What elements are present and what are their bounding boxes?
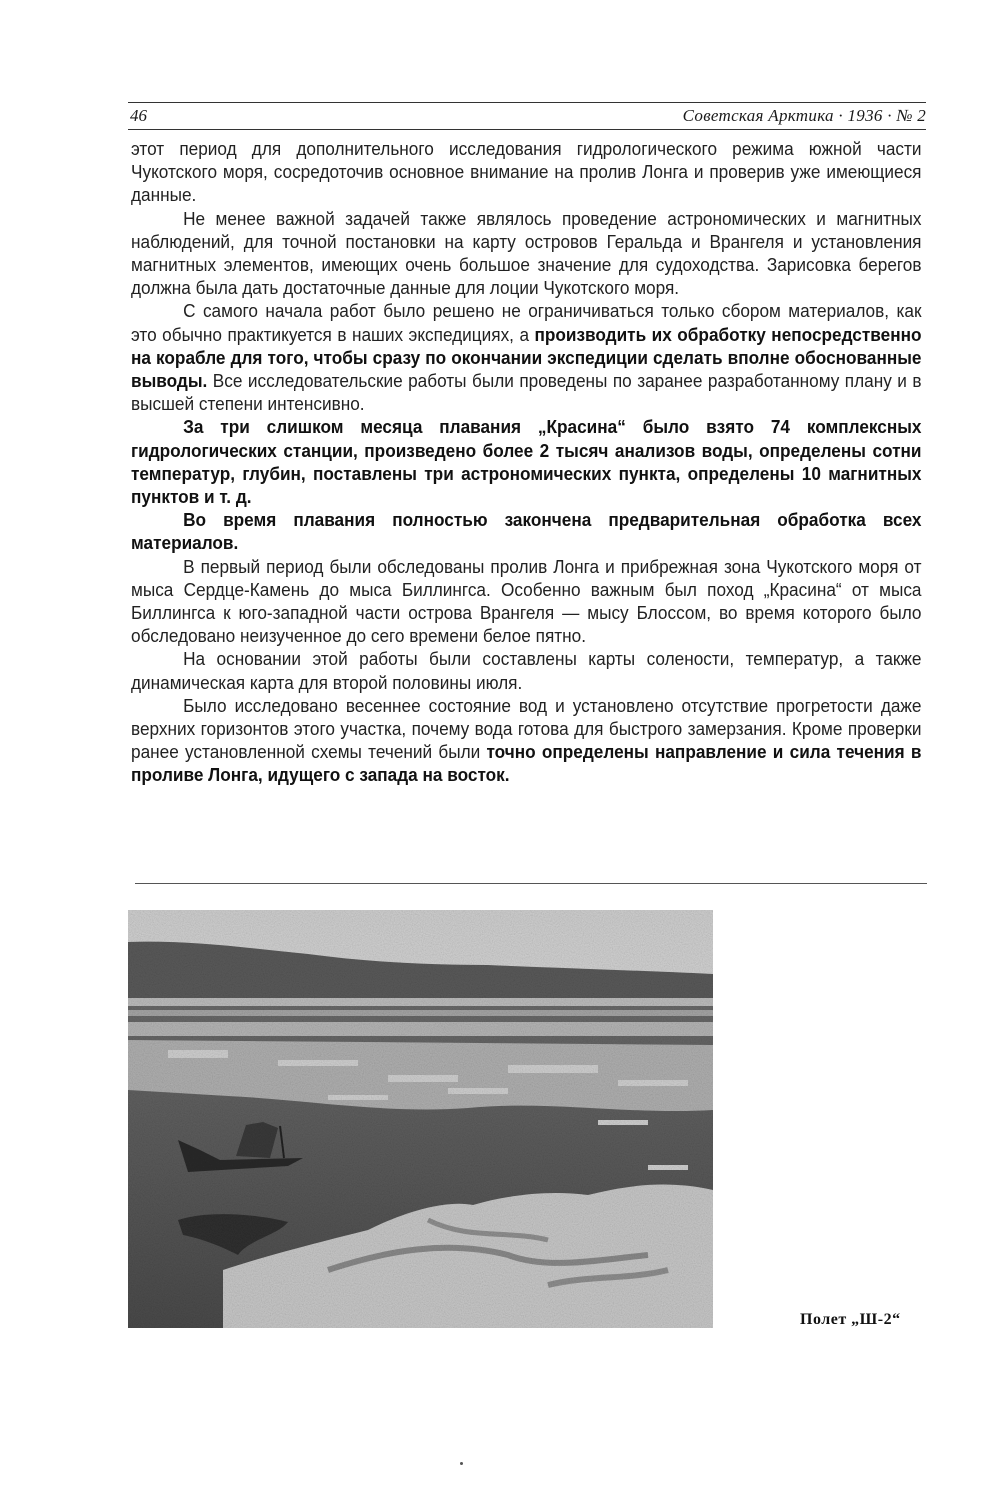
header-top-rule bbox=[128, 102, 926, 103]
section-separator bbox=[135, 883, 927, 884]
paragraph: этот период для дополнительного исследования гидрологического режима южной части Чукотского моря, сосредоточив основное внимание на пролив Лонга и проверив уже имеющиеся данные. bbox=[131, 138, 922, 206]
paragraph: В первый период были обследованы пролив Лонга и прибрежная зона Чукотского моря от мыса Сердце-Камень до мыса Биллингса. Особенно важным был поход „Красина“ от мыса Биллингса к юго-западной части острова Врангеля — мысу Блоссом, во время которого было обследовано неизученное до сего времени белое пятно. bbox=[131, 555, 922, 647]
photo-image bbox=[128, 910, 713, 1328]
paragraph: На основании этой работы были составлены карты солености, температур, а также динамическая карта для второй половины июля. bbox=[131, 648, 922, 693]
header-bottom-rule bbox=[128, 129, 926, 130]
paragraph-bold-text: производить их обработку непосредственно на корабле для того, чтобы сразу по окончании экспедиции сделать вполне обоснованные выводы. bbox=[131, 323, 922, 392]
paragraph: Не менее важной задачей также являлось проведение астрономических и магнитных наблюдений, для точной постановки на карту островов Геральда и Врангеля и установления магнитных элементов, имеющих очень большое значение для судоходства. Зарисовка берегов должна была дать достаточные данные для лоции Чукотского моря. bbox=[131, 207, 922, 299]
paragraph-bold: Во время плавания полностью закончена предварительная обработка всех материалов. bbox=[131, 509, 922, 554]
paragraph-text: Было исследовано весеннее состояние вод и установлено отсутствие прогретости даже верхних горизонтов этого участка, почему вода готова для быстрого замерзания. Кроме проверки ранее установленной схемы течений были bbox=[131, 694, 922, 763]
running-header bbox=[128, 104, 926, 128]
page-number: 46 bbox=[130, 106, 147, 125]
paragraph-text: С самого начала работ было решено не ограничиваться только сбором материалов, как это обычно практикуется в наших экспедициях, а bbox=[131, 300, 922, 345]
photo-caption: Полет „Ш-2“ bbox=[800, 1311, 901, 1328]
photo-seaplane-over-ice bbox=[128, 910, 713, 1328]
journal-title: Советская Арктика · 1936 · № 2 bbox=[682, 106, 926, 125]
paragraph bbox=[131, 299, 922, 415]
paragraph-text: Все исследовательские работы были проведены по заранее разработанному плану и в высшей степени интенсивно. bbox=[131, 370, 922, 415]
paragraph-bold: За три слишком месяца плавания „Красина“ было взято 74 комплексных гидрологических станции, произведено более 2 тысяч анализов воды, определены сотни температур, глубин, поставлены три астрономических пункта, определены 10 магнитных пунктов и т. д. bbox=[131, 416, 922, 508]
article-body bbox=[131, 137, 922, 787]
paragraph-bold-text: точно определены направление и сила течения в проливе Лонга, идущего с запада на восток. bbox=[131, 741, 922, 786]
paragraph bbox=[131, 694, 922, 787]
print-speck bbox=[460, 1462, 463, 1465]
